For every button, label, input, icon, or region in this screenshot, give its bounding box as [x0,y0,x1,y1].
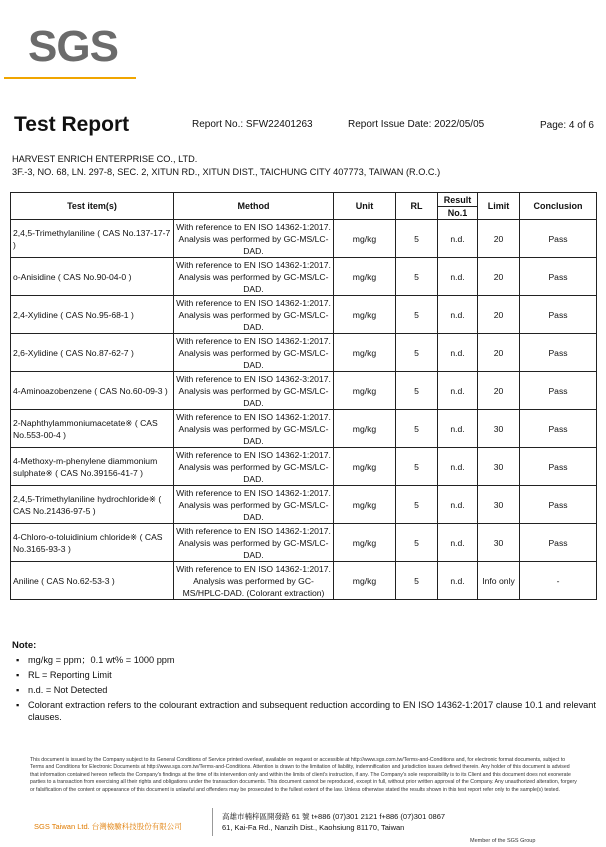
table-row [11,486,597,524]
table-row [11,562,597,600]
sgs-logo [28,22,118,71]
note-text: RL = Reporting Limit [28,670,112,680]
header-rl: RL [396,193,438,220]
table-body [11,220,597,600]
bullet-icon: ▪ [16,670,20,680]
result-value-cell: n.d. [438,486,478,524]
header-result [438,193,478,220]
result-method-cell: With reference to EN ISO 14362-1:2017. Analysis was performed by GC-MS/LC-DAD. [174,448,334,486]
result-unit-cell: mg/kg [334,372,396,410]
result-conclusion-cell: - [520,562,597,600]
note-item [16,654,175,666]
result-value-cell: n.d. [438,448,478,486]
note-item [16,684,107,696]
result-unit-cell: mg/kg [334,220,396,258]
result-item-cell: 2-Naphthylammoniumacetate※ ( CAS No.553-00-4 ) [11,410,174,448]
result-limit-cell: 20 [478,296,520,334]
note-text: mg/kg = ppm；0.1 wt% = 1000 ppm [28,655,175,665]
report-number: Report No.: SFW22401263 [192,119,313,130]
result-item-cell: Aniline ( CAS No.62-53-3 ) [11,562,174,600]
result-unit-cell: mg/kg [334,334,396,372]
header-method: Method [174,193,334,220]
result-method-cell: With reference to EN ISO 14362-1:2017. Analysis was performed by GC-MS/LC-DAD. [174,486,334,524]
result-conclusion-cell: Pass [520,296,597,334]
result-conclusion-cell: Pass [520,524,597,562]
result-method-cell: With reference to EN ISO 14362-1:2017. Analysis was performed by GC-MS/LC-DAD. [174,296,334,334]
table-row [11,372,597,410]
result-rl-cell: 5 [396,562,438,600]
result-limit-cell: 20 [478,372,520,410]
result-item-cell: 2,6-Xylidine ( CAS No.87-62-7 ) [11,334,174,372]
table-row [11,296,597,334]
result-unit-cell: mg/kg [334,410,396,448]
result-method-cell: With reference to EN ISO 14362-1:2017. Analysis was performed by GC-MS/LC-DAD. [174,220,334,258]
result-conclusion-cell: Pass [520,410,597,448]
header-limit: Limit [478,193,520,220]
result-item-cell: 4-Methoxy-m-phenylene diammonium sulphate※ ( CAS No.39156-41-7 ) [11,448,174,486]
result-item-cell: o-Anisidine ( CAS No.90-04-0 ) [11,258,174,296]
result-limit-cell: 30 [478,448,520,486]
result-item-cell: 2,4,5-Trimethylaniline hydrochloride※ ( CAS No.21436-97-5 ) [11,486,174,524]
bullet-icon: ▪ [16,655,20,665]
result-method-cell: With reference to EN ISO 14362-3:2017. Analysis was performed by GC-MS/LC-DAD. [174,372,334,410]
result-rl-cell: 5 [396,410,438,448]
result-value-cell: n.d. [438,562,478,600]
table-row [11,524,597,562]
result-item-cell: 2,4-Xylidine ( CAS No.95-68-1 ) [11,296,174,334]
logo-underline [4,77,136,79]
result-unit-cell: mg/kg [334,524,396,562]
results-table [10,192,597,600]
result-item-cell: 4-Chloro-o-toluidinium chloride※ ( CAS No.3165-93-3 ) [11,524,174,562]
result-conclusion-cell: Pass [520,258,597,296]
logo-text: SGS [28,22,118,71]
member-note: Member of the SGS Group [470,838,536,844]
result-value-cell: n.d. [438,334,478,372]
result-unit-cell: mg/kg [334,296,396,334]
note-text: Colorant extraction refers to the colourant extraction and subsequent reduction according to EN ISO 14362-1:2017 clause 10.1 and relevant clauses. [28,700,596,722]
result-method-cell: With reference to EN ISO 14362-1:2017. Analysis was performed by GC-MS/LC-DAD. [174,258,334,296]
result-rl-cell: 5 [396,524,438,562]
result-unit-cell: mg/kg [334,448,396,486]
result-method-cell: With reference to EN ISO 14362-1:2017. Analysis was performed by GC-MS/HPLC-DAD. (Colorant extraction) [174,562,334,600]
table-row [11,220,597,258]
note-item [16,699,596,723]
result-limit-cell: 20 [478,258,520,296]
result-limit-cell: 20 [478,220,520,258]
table-row [11,448,597,486]
table-row [11,334,597,372]
bullet-icon: ▪ [16,700,20,710]
result-value-cell: n.d. [438,220,478,258]
result-conclusion-cell: Pass [520,486,597,524]
result-limit-cell: 30 [478,410,520,448]
notes-heading: Note: [12,640,37,651]
result-rl-cell: 5 [396,334,438,372]
table-row [11,410,597,448]
result-value-cell: n.d. [438,258,478,296]
table-header-row [11,193,597,220]
bullet-icon: ▪ [16,685,20,695]
result-item-cell: 2,4,5-Trimethylaniline ( CAS No.137-17-7 ) [11,220,174,258]
footer-address-english: 61, Kai-Fa Rd., Nanzih Dist., Kaohsiung 81170, Taiwan [222,823,405,832]
result-limit-cell: Info only [478,562,520,600]
result-rl-cell: 5 [396,296,438,334]
result-conclusion-cell: Pass [520,448,597,486]
result-conclusion-cell: Pass [520,334,597,372]
result-conclusion-cell: Pass [520,372,597,410]
note-text: n.d. = Not Detected [28,685,108,695]
client-company: HARVEST ENRICH ENTERPRISE CO., LTD. [12,154,198,164]
result-conclusion-cell: Pass [520,220,597,258]
result-unit-cell: mg/kg [334,486,396,524]
result-method-cell: With reference to EN ISO 14362-1:2017. Analysis was performed by GC-MS/LC-DAD. [174,410,334,448]
page-number: Page: 4 of 6 [540,120,594,131]
result-rl-cell: 5 [396,220,438,258]
result-value-cell: n.d. [438,296,478,334]
result-value-cell: n.d. [438,524,478,562]
result-rl-cell: 5 [396,258,438,296]
result-unit-cell: mg/kg [334,258,396,296]
result-limit-cell: 30 [478,486,520,524]
result-item-cell: 4-Aminoazobenzene ( CAS No.60-09-3 ) [11,372,174,410]
legal-disclaimer: This document is issued by the Company subject to its General Conditions of Service printed overleaf, available on request or accessible at http://www.sgs.com.tw/Terms-and-Conditions and, for electronic format documents, subject to Terms and Conditions for Electronic Documents at http://www.sgs.com.tw/Terms-and-Conditions. Attention is drawn to the limitation of liability, indemnification and jurisdiction issues defined therein. Any holder of this document is advised that information contained hereon reflects the Company's findings at the time of its intervention only and within the limits of client's instruction, if any. The Company's sole responsibility is to its Client and this document does not exonerate parties to a transaction from exercising all their rights and obligations under the transaction documents. This document cannot be reproduced, except in full, without prior written approval of the Company. Any unauthorized alteration, forgery or falsification of the content or appearance of this document is unlawful and offenders may be prosecuted to the fullest extent of the law. Unless otherwise stated the results shown in this test report refer only to the sample(s) tested. [30,757,577,793]
table-row [11,258,597,296]
footer-company: SGS Taiwan Ltd. 台灣檢驗科技股份有限公司 [34,822,182,831]
header-result-sample: No.1 [447,207,468,218]
header-test-item: Test item(s) [11,193,174,220]
result-limit-cell: 20 [478,334,520,372]
result-method-cell: With reference to EN ISO 14362-1:2017. Analysis was performed by GC-MS/LC-DAD. [174,524,334,562]
client-address: 3F.-3, NO. 68, LN. 297-8, SEC. 2, XITUN RD., XITUN DIST., TAICHUNG CITY 407773, TAIWAN (R.O.C.) [12,167,441,177]
result-value-cell: n.d. [438,372,478,410]
result-rl-cell: 5 [396,486,438,524]
report-issue-date: Report Issue Date: 2022/05/05 [348,119,485,130]
footer-address-local: 高雄市楠梓區開發路 61 號 t+886 (07)301 2121 f+886 (07)301 0867 [222,812,446,821]
header-unit: Unit [334,193,396,220]
result-unit-cell: mg/kg [334,562,396,600]
header-conclusion: Conclusion [520,193,597,220]
result-rl-cell: 5 [396,448,438,486]
page-title: Test Report [14,113,130,136]
result-rl-cell: 5 [396,372,438,410]
header-result-label: Result [438,195,477,207]
result-method-cell: With reference to EN ISO 14362-1:2017. Analysis was performed by GC-MS/LC-DAD. [174,334,334,372]
result-value-cell: n.d. [438,410,478,448]
result-limit-cell: 30 [478,524,520,562]
footer-divider [212,808,213,836]
note-item [16,669,112,681]
